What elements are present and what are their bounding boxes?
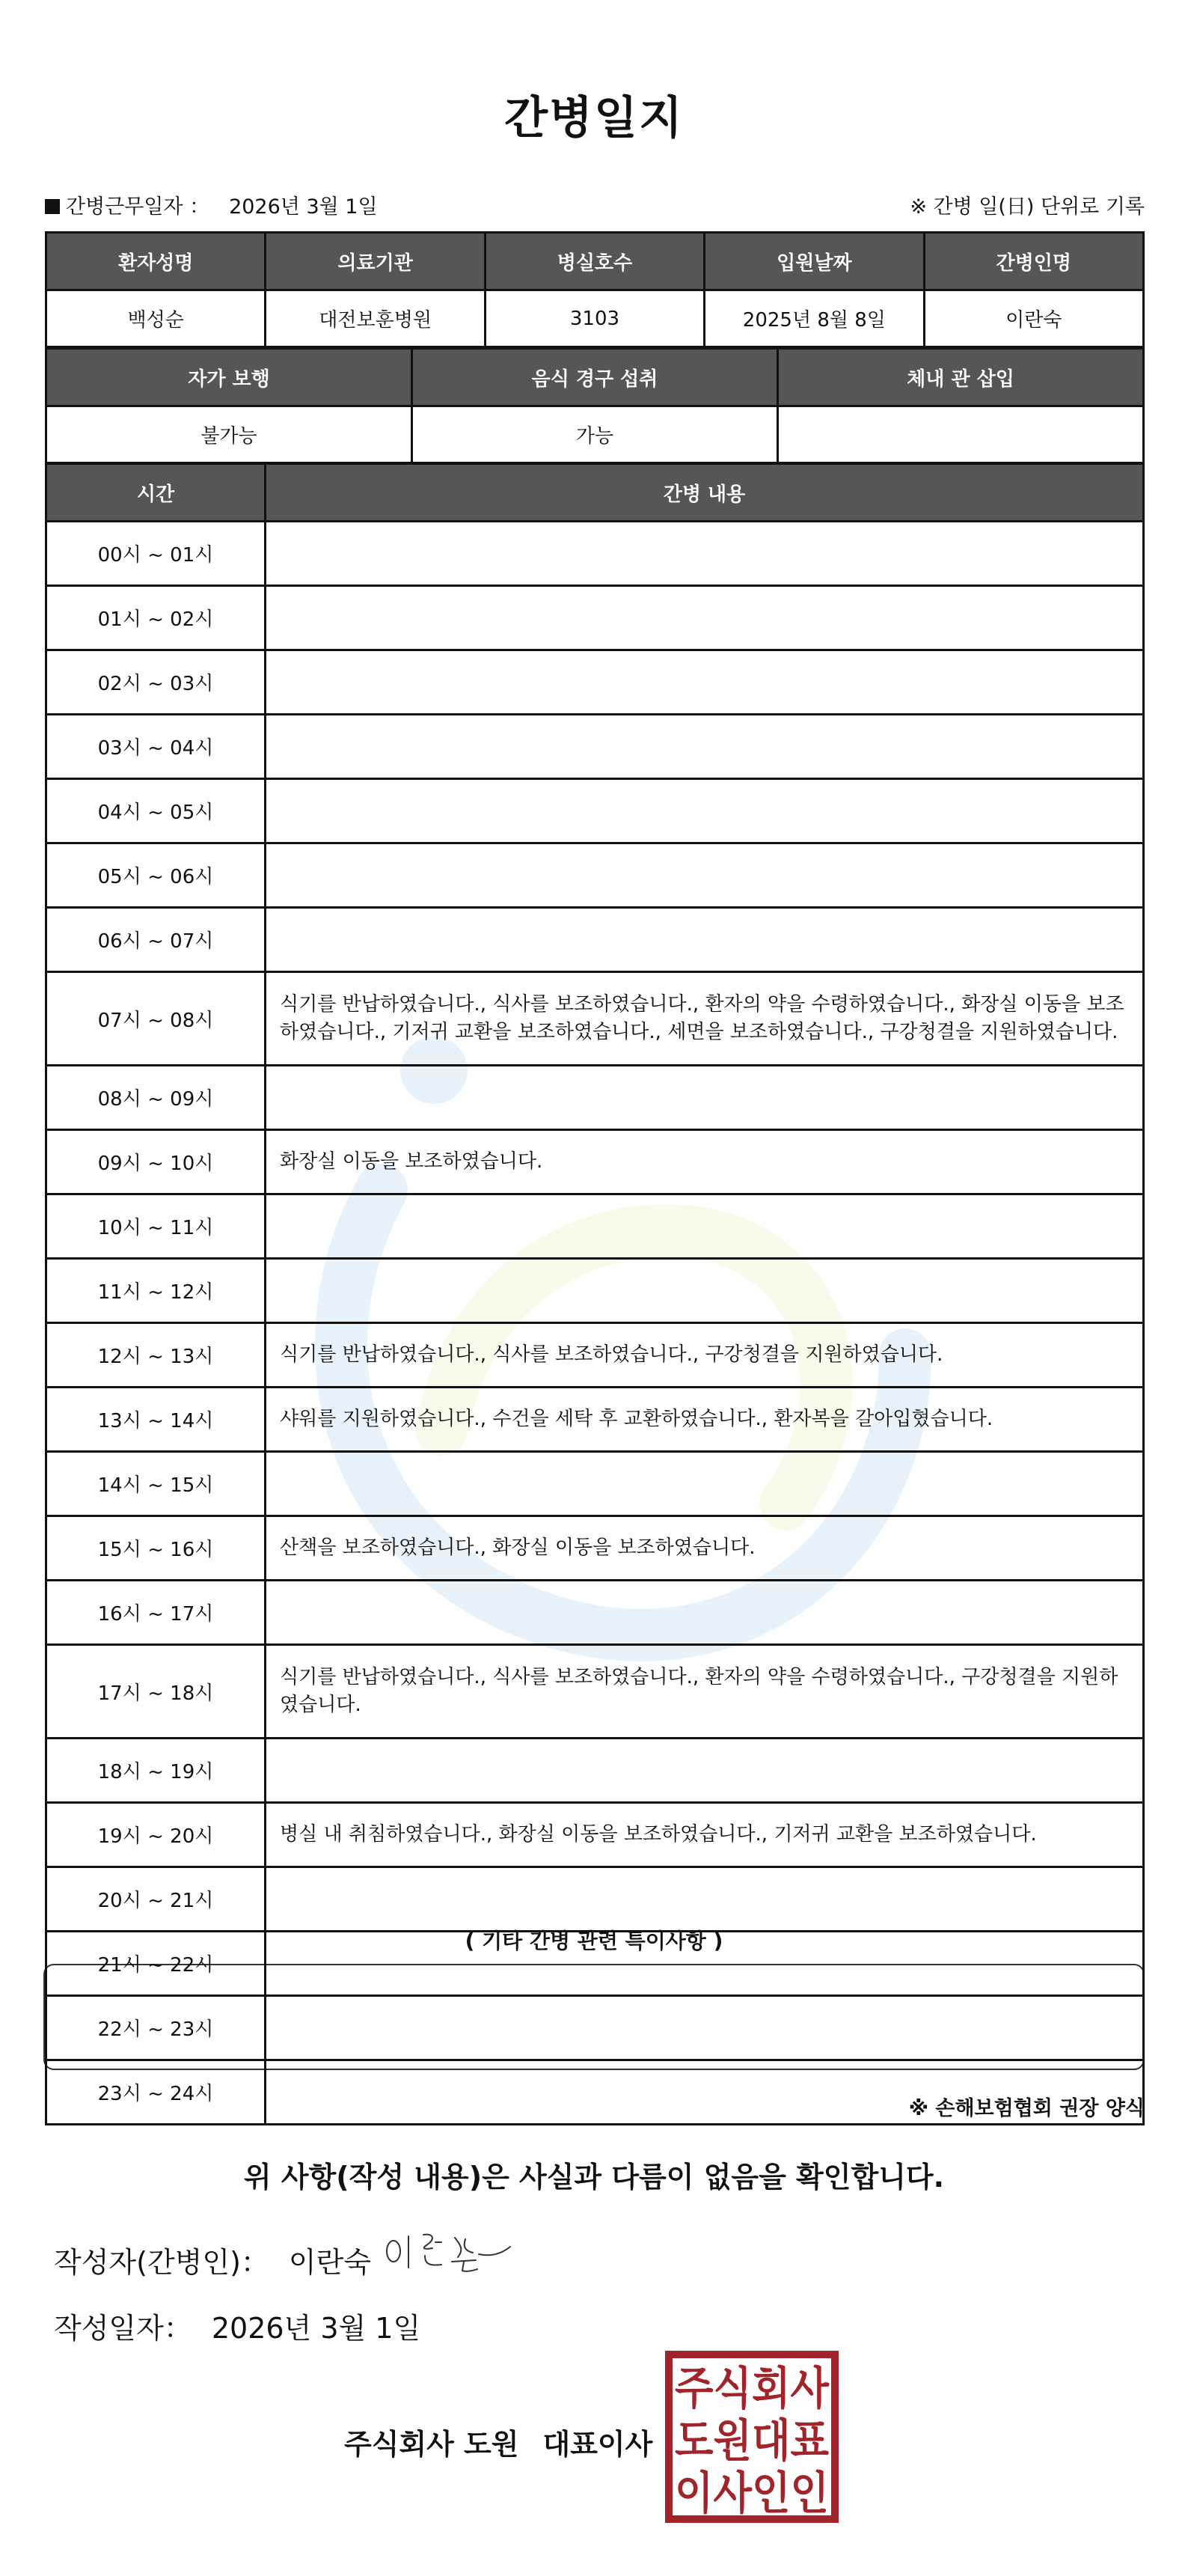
content-cell — [266, 1581, 1144, 1645]
content-cell — [266, 1452, 1144, 1516]
content-cell: 식기를 반납하였습니다., 식사를 보조하였습니다., 환자의 약을 수령하였습니다., 구강청결을 지원하였습니다. — [266, 1645, 1144, 1739]
company-name: 주식회사 도원 — [344, 2428, 519, 2461]
header-patient-name: 환자성명 — [46, 233, 266, 290]
time-cell: 15시 ~ 16시 — [46, 1516, 266, 1581]
table-row — [46, 1066, 1144, 1130]
time-cell: 20시 ~ 21시 — [46, 1867, 266, 1932]
table-row — [46, 650, 1144, 715]
writer-label: 작성자(간병인)： — [54, 2246, 269, 2279]
table-row — [46, 843, 1144, 908]
time-cell: 19시 ~ 20시 — [46, 1803, 266, 1867]
tube-insertion — [778, 406, 1144, 463]
self-walking: 불가능 — [46, 406, 412, 463]
table-row — [46, 1645, 1144, 1739]
table-row — [46, 1739, 1144, 1803]
content-cell — [266, 586, 1144, 650]
remarks-title: ( 기타 간병 관련 특이사항 ) — [465, 1929, 723, 1953]
content-cell — [266, 522, 1144, 586]
time-cell: 16시 ~ 17시 — [46, 1581, 266, 1645]
patient-status-table — [45, 347, 1145, 464]
written-date-value: 2026년 3월 1일 — [211, 2312, 421, 2345]
care-log-rows — [46, 522, 1144, 2125]
time-cell: 02시 ~ 03시 — [46, 650, 266, 715]
company-seal-stamp — [664, 2350, 839, 2524]
caregiver-name: 이란숙 — [924, 290, 1143, 347]
care-log-table — [45, 463, 1145, 2125]
table-row — [46, 1194, 1144, 1259]
content-cell — [266, 1739, 1144, 1803]
header-admission-date: 입원날짜 — [705, 233, 924, 290]
time-cell: 04시 ~ 05시 — [46, 779, 266, 843]
time-cell: 10시 ~ 11시 — [46, 1194, 266, 1259]
table-row — [46, 1388, 1144, 1452]
writer-line — [54, 2239, 371, 2280]
hospital: 대전보훈병원 — [266, 290, 485, 347]
time-cell: 03시 ~ 04시 — [46, 715, 266, 779]
time-cell: 14시 ~ 15시 — [46, 1452, 266, 1516]
table-row — [46, 1516, 1144, 1581]
content-cell: 식기를 반납하였습니다., 식사를 보조하였습니다., 환자의 약을 수령하였습니다., 화장실 이동을 보조하였습니다., 기저귀 교환을 보조하였습니다., 세면을 보조하였습니다., 구강청결을 지원하였습니다. — [266, 972, 1144, 1066]
content-cell — [266, 843, 1144, 908]
table-row — [46, 1259, 1144, 1323]
room-number: 3103 — [485, 290, 704, 347]
content-cell: 샤워를 지원하였습니다., 수건을 세탁 후 교환하였습니다., 환자복을 갈아입혔습니다. — [266, 1388, 1144, 1452]
work-date — [45, 190, 378, 219]
time-cell: 05시 ~ 06시 — [46, 843, 266, 908]
recommended-form-note: ※ 손해보험협회 권장 양식 — [908, 2097, 1145, 2120]
header-hospital: 의료기관 — [266, 233, 485, 290]
header-time: 시간 — [46, 464, 266, 522]
table-row — [46, 1130, 1144, 1194]
table-row — [46, 1452, 1144, 1516]
written-date-line — [54, 2305, 420, 2346]
time-cell: 21시 ~ 22시 — [46, 1932, 266, 1996]
ceo-title: 대표이사 — [542, 2428, 653, 2461]
work-date-value: 2026년 3월 1일 — [229, 195, 378, 219]
time-cell: 12시 ~ 13시 — [46, 1323, 266, 1388]
table-row — [46, 972, 1144, 1066]
written-date-label: 작성일자： — [54, 2312, 192, 2345]
content-cell — [266, 1996, 1144, 2060]
table-row — [46, 2060, 1144, 2125]
record-note: ※ 간병 일(日) 단위로 기록 — [910, 195, 1145, 219]
confirmation-statement: 위 사항(작성 내용)은 사실과 다름이 없음을 확인합니다. — [243, 2161, 945, 2194]
header-care-content: 간병 내용 — [266, 464, 1144, 522]
time-cell: 18시 ~ 19시 — [46, 1739, 266, 1803]
header-tube-insertion: 체내 관 삽입 — [778, 349, 1144, 406]
patient-name: 백성순 — [46, 290, 266, 347]
svg-text:이사인인: 이사인인 — [675, 2467, 829, 2520]
content-cell: 병실 내 취침하였습니다., 화장실 이동을 보조하였습니다., 기저귀 교환을 보조하였습니다. — [266, 1803, 1144, 1867]
content-cell — [266, 1194, 1144, 1259]
table-row — [46, 1996, 1144, 2060]
time-cell: 22시 ~ 23시 — [46, 1996, 266, 2060]
work-date-label: 간병근무일자 ： — [66, 195, 210, 219]
meta-row — [45, 190, 1145, 220]
content-cell — [266, 1932, 1144, 1996]
content-cell — [266, 779, 1144, 843]
time-cell: 13시 ~ 14시 — [46, 1388, 266, 1452]
table-row — [46, 1932, 1144, 1996]
content-cell — [266, 650, 1144, 715]
content-cell — [266, 1259, 1144, 1323]
table-row — [46, 1803, 1144, 1867]
time-cell: 00시 ~ 01시 — [46, 522, 266, 586]
writer-name: 이란숙 — [288, 2246, 372, 2279]
content-cell: 산책을 보조하였습니다., 화장실 이동을 보조하였습니다. — [266, 1516, 1144, 1581]
time-cell: 09시 ~ 10시 — [46, 1130, 266, 1194]
patient-info-table — [45, 231, 1145, 348]
square-bullet-icon — [45, 199, 60, 214]
header-room-number: 병실호수 — [485, 233, 704, 290]
time-cell: 08시 ~ 09시 — [46, 1066, 266, 1130]
table-row — [46, 522, 1144, 586]
oral-intake: 가능 — [412, 406, 778, 463]
header-caregiver-name: 간병인명 — [924, 233, 1143, 290]
table-row — [46, 715, 1144, 779]
svg-text:도원대표: 도원대표 — [675, 2415, 830, 2467]
time-cell: 23시 ~ 24시 — [46, 2060, 266, 2125]
header-oral-intake: 음식 경구 섭취 — [412, 349, 778, 406]
table-row — [46, 779, 1144, 843]
admission-date: 2025년 8월 8일 — [705, 290, 924, 347]
handwritten-signature — [380, 2224, 515, 2277]
content-cell — [266, 2060, 1144, 2125]
time-cell: 06시 ~ 07시 — [46, 908, 266, 972]
table-row — [46, 1323, 1144, 1388]
company-line — [344, 2421, 652, 2462]
content-cell — [266, 1066, 1144, 1130]
table-row — [46, 1867, 1144, 1932]
content-cell: 화장실 이동을 보조하였습니다. — [266, 1130, 1144, 1194]
header-self-walking: 자가 보행 — [46, 349, 412, 406]
content-cell — [266, 908, 1144, 972]
svg-text:주식회사: 주식회사 — [675, 2363, 830, 2415]
time-cell: 01시 ~ 02시 — [46, 586, 266, 650]
table-row — [46, 908, 1144, 972]
page-title: 간병일지 — [504, 92, 684, 144]
time-cell: 11시 ~ 12시 — [46, 1259, 266, 1323]
table-row — [46, 1581, 1144, 1645]
table-row — [46, 586, 1144, 650]
time-cell: 17시 ~ 18시 — [46, 1645, 266, 1739]
content-cell: 식기를 반납하였습니다., 식사를 보조하였습니다., 구강청결을 지원하였습니다. — [266, 1323, 1144, 1388]
content-cell — [266, 715, 1144, 779]
content-cell — [266, 1867, 1144, 1932]
time-cell: 07시 ~ 08시 — [46, 972, 266, 1066]
